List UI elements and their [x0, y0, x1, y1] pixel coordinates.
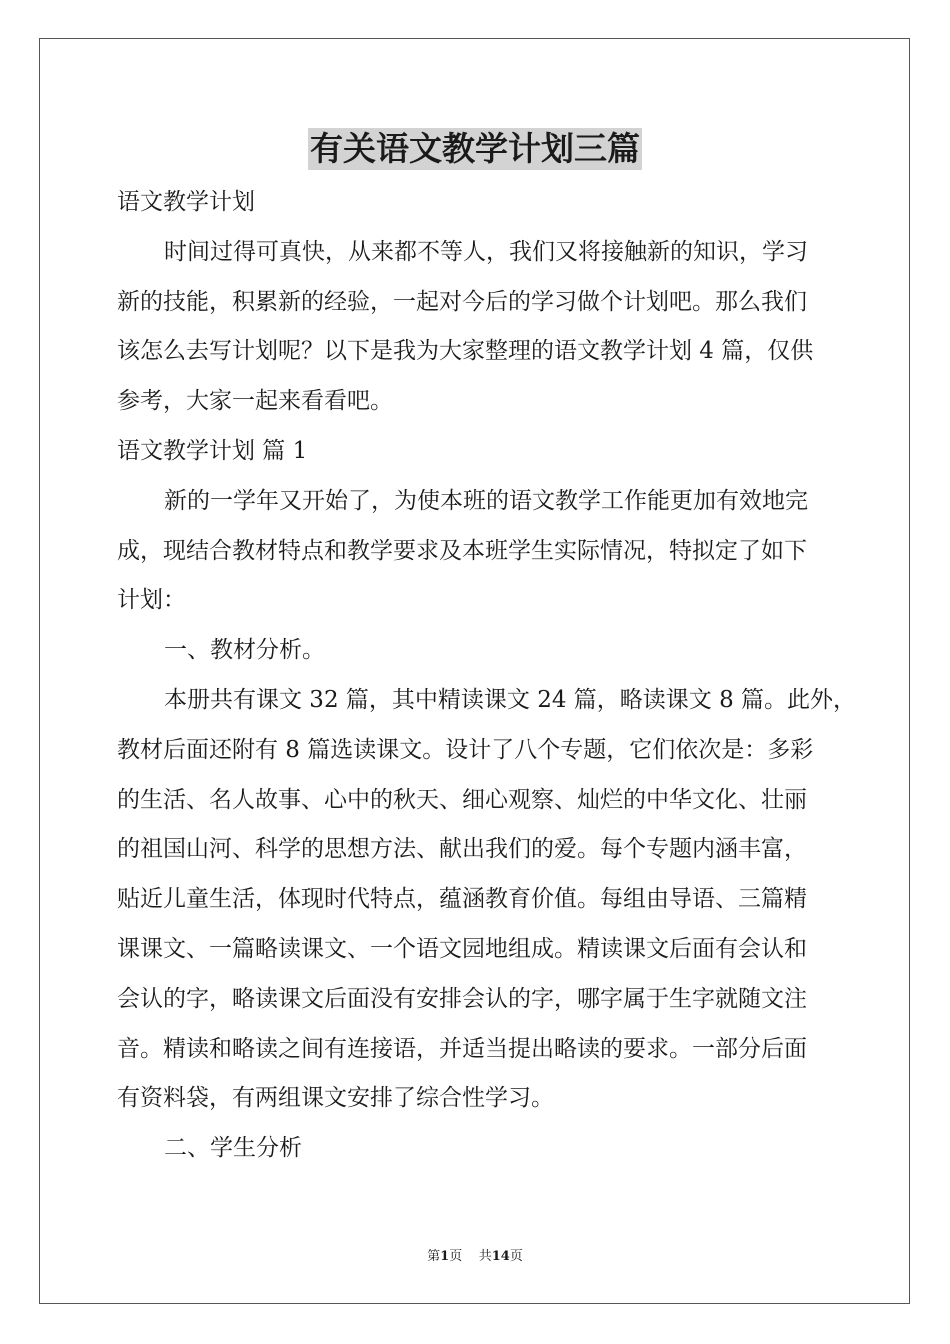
body-line: 参考，大家一起来看看吧。: [117, 388, 393, 415]
subsection-heading: 一、教材分析。: [164, 637, 325, 664]
body-line: 语文教学计划: [117, 189, 255, 215]
body-line: 课课文、一篇略读课文、一个语文园地组成。精读课文后面有会认和: [117, 935, 807, 962]
total-prefix: 共: [478, 1249, 492, 1264]
body-line: 该怎么去写计划呢？以下是我为大家整理的语文教学计划 4 篇，仅供: [117, 338, 814, 365]
body-line: 贴近儿童生活，体现时代特点，蕴涵教育价值。每组由导语、三篇精: [117, 886, 807, 913]
page-prefix: 第: [427, 1249, 441, 1264]
page-suffix: 页: [449, 1249, 463, 1264]
document-body: [117, 178, 857, 1174]
title-container: [0, 128, 950, 170]
body-line: 的祖国山河、科学的思想方法、献出我们的爱。每个专题内涵丰富，: [117, 836, 807, 863]
body-line: 成，现结合教材特点和教学要求及本班学生实际情况，特拟定了如下: [117, 537, 807, 564]
section-heading: 语文教学计划 篇 1: [117, 437, 308, 464]
body-line: 音。精读和略读之间有连接语，并适当提出略读的要求。一部分后面: [117, 1035, 807, 1062]
body-line: 本册共有课文 32 篇，其中精读课文 24 篇，略读课文 8 篇。此外，: [164, 686, 857, 713]
body-line: 计划：: [117, 587, 186, 614]
page-footer: [0, 1248, 950, 1266]
body-line: 教材后面还附有 8 篇选读课文。设计了八个专题，它们依次是：多彩: [117, 736, 814, 763]
body-line: 的生活、名人故事、心中的秋天、细心观察、灿烂的中华文化、壮丽: [117, 786, 807, 813]
body-line: 有资料袋，有两组课文安排了综合性学习。: [117, 1085, 554, 1112]
total-suffix: 页: [509, 1249, 523, 1264]
subsection-heading: 二、学生分析: [164, 1135, 302, 1162]
page-number: 1: [440, 1249, 450, 1264]
body-line: 新的技能，积累新的经验，一起对今后的学习做个计划吧。那么我们: [117, 288, 807, 315]
body-line: 新的一学年又开始了，为使本班的语文教学工作能更加有效地完: [164, 487, 808, 514]
body-line: 会认的字，略读课文后面没有安排会认的字，哪字属于生字就随文注: [117, 985, 807, 1012]
document-title: 有关语文教学计划三篇: [310, 129, 640, 168]
total-pages: 14: [491, 1249, 510, 1264]
body-line: 时间过得可真快，从来都不等人，我们又将接触新的知识，学习: [164, 238, 808, 265]
